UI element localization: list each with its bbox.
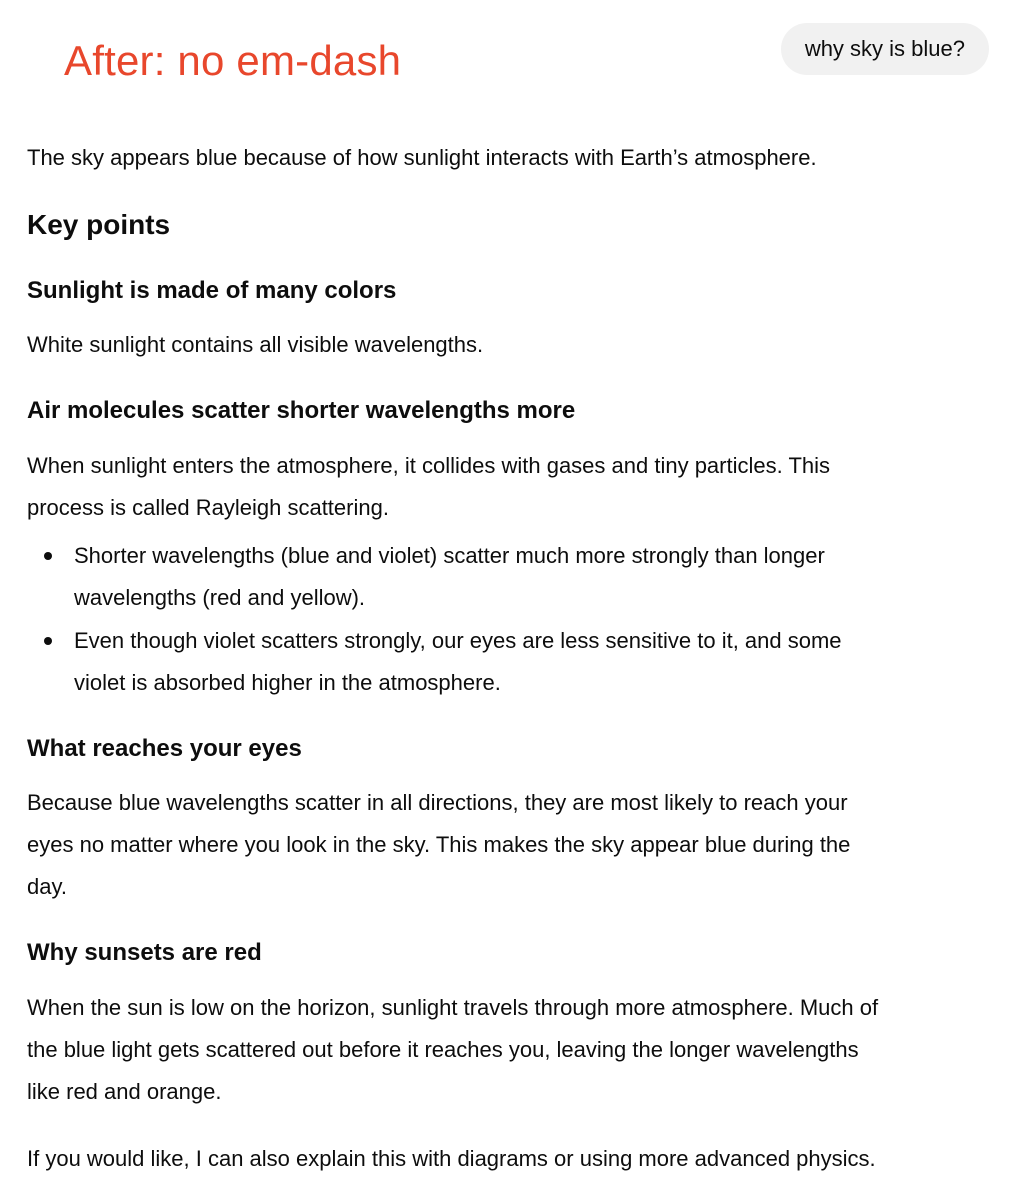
heading-key-points: Key points bbox=[27, 209, 171, 240]
list-item-line: Shorter wavelengths (blue and violet) scatter much more strongly than longer bbox=[74, 543, 825, 568]
section-body-sunsets-line1: When the sun is low on the horizon, sunlight travels through more atmosphere. Much of bbox=[27, 995, 879, 1020]
list-item-line: wavelengths (red and yellow). bbox=[74, 585, 366, 610]
section-body-eyes-line3: day. bbox=[27, 874, 67, 899]
section-body-sunsets-line3: like red and orange. bbox=[27, 1079, 222, 1104]
list-item-line: Even though violet scatters strongly, our eyes are less sensitive to it, and some bbox=[74, 628, 842, 653]
section-heading-scatter: Air molecules scatter shorter wavelengths more bbox=[27, 397, 576, 424]
user-message-bubble: why sky is blue? bbox=[781, 23, 989, 75]
section-body-sunsets-line2: the blue light gets scattered out before it reaches you, leaving the longer wavelengths bbox=[27, 1037, 859, 1062]
section-heading-eyes: What reaches your eyes bbox=[27, 735, 302, 762]
section-body-eyes-line2: eyes no matter where you look in the sky. This makes the sky appear blue during the bbox=[27, 832, 851, 857]
response-closing: If you would like, I can also explain this with diagrams or using more advanced physics. bbox=[27, 1146, 876, 1171]
response-intro: The sky appears blue because of how sunlight interacts with Earth’s atmosphere. bbox=[27, 145, 817, 170]
section-body-scatter-line1: When sunlight enters the atmosphere, it collides with gases and tiny particles. This bbox=[27, 453, 830, 478]
section-body-eyes-line1: Because blue wavelengths scatter in all directions, they are most likely to reach your bbox=[27, 790, 848, 815]
list-item-line: violet is absorbed higher in the atmosphere. bbox=[74, 670, 501, 695]
annotation-label: After: no em-dash bbox=[64, 37, 402, 84]
bullet-icon bbox=[44, 552, 52, 560]
section-body-scatter-line2: process is called Rayleigh scattering. bbox=[27, 495, 389, 520]
section-body-sunlight: White sunlight contains all visible wavelengths. bbox=[27, 332, 484, 357]
section-heading-sunlight: Sunlight is made of many colors bbox=[27, 277, 397, 304]
bullet-icon bbox=[44, 637, 52, 645]
section-heading-sunsets: Why sunsets are red bbox=[27, 939, 262, 966]
